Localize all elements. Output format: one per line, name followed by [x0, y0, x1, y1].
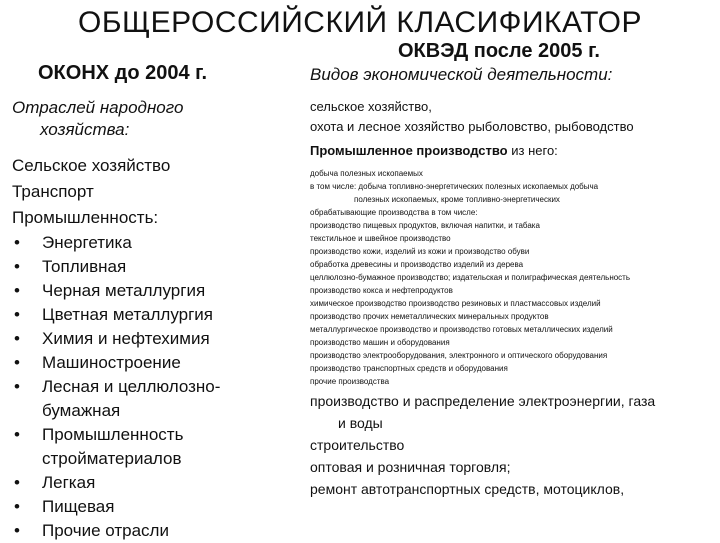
list-item: • Машиностроение	[12, 351, 297, 375]
energy-line1: производство и распределение электроэнергии, газа	[310, 393, 656, 409]
list-item: • Энергетика	[12, 231, 297, 255]
okonh-subtitle-line2: хозяйства:	[40, 120, 130, 139]
list-item: охота и лесное хозяйство рыболовство, рыбоводство	[310, 119, 634, 134]
list-item: производство машин и оборудования	[310, 338, 450, 347]
okonh-subtitle	[12, 97, 297, 141]
list-item: обрабатывающие производства в том числе:	[310, 208, 478, 217]
okonh-subtitle-line1: Отраслей народного	[12, 98, 184, 117]
list-item: • Топливная	[12, 255, 297, 279]
list-item: производство пищевых продуктов, включая напитки, и табака	[310, 221, 540, 230]
industry-production-bold: Промышленное производство	[310, 143, 508, 158]
list-item: производство кожи, изделий из кожи и производство обуви	[310, 247, 530, 256]
list-item: Сельское хозяйство	[12, 156, 171, 175]
list-item: • Прочие отрасли	[12, 519, 297, 543]
energy-line2: и воды	[338, 415, 383, 431]
list-item: производство кокса и нефтепродуктов	[310, 286, 453, 295]
industry-production-line	[310, 141, 720, 161]
list-item: производство электрооборудования, электронного и оптического оборудования	[310, 351, 608, 360]
list-item: • Пищевая	[12, 495, 297, 519]
list-item: оптовая и розничная торговля;	[310, 459, 511, 475]
energy-item	[310, 390, 720, 434]
list-item: Транспорт	[12, 182, 94, 201]
list-item: целлюлозно-бумажное производство; издательская и полиграфическая деятельность	[310, 273, 631, 282]
list-item: химическое производство производство резиновых и пластмассовых изделий	[310, 299, 601, 308]
list-item: в том числе: добыча топливно-энергетических полезных ископаемых добыча	[310, 182, 599, 191]
list-item: Промышленность:	[12, 208, 159, 227]
okved-column	[310, 40, 720, 500]
list-item: сельское хозяйство,	[310, 99, 432, 114]
okonh-heading: ОКОНХ до 2004 г.	[38, 62, 208, 84]
list-item: строительство	[310, 437, 405, 453]
industry-production-rest: из него:	[507, 143, 558, 158]
industry-bullet-list	[12, 231, 297, 543]
list-item: • Промышленность стройматериалов	[12, 423, 297, 471]
list-item: • Цветная металлургия	[12, 303, 297, 327]
okonh-column	[12, 58, 297, 543]
okonh-plain-list	[12, 153, 297, 231]
page-title: ОБЩЕРОССИЙСКИЙ КЛАСИФИКАТОР	[78, 6, 642, 39]
list-item: обработка древесины и производство изделий из дерева	[310, 260, 524, 269]
list-item: производство транспортных средств и оборудования	[310, 364, 508, 373]
industry-sub-list	[310, 167, 720, 388]
list-item: полезных ископаемых, кроме топливно-энергетических	[354, 195, 560, 204]
list-item: добыча полезных ископаемых	[310, 169, 423, 178]
list-item: ремонт автотранспортных средств, мотоциклов,	[310, 481, 625, 497]
list-item: прочие производства	[310, 377, 390, 386]
list-item: • Химия и нефтехимия	[12, 327, 297, 351]
list-item: • Черная металлургия	[12, 279, 297, 303]
okved-heading: ОКВЭД после 2005 г.	[398, 40, 600, 62]
list-item: металлургическое производство и производство готовых металлических изделий	[310, 325, 613, 334]
list-item: текстильное и швейное производство	[310, 234, 451, 243]
list-item: • Легкая	[12, 471, 297, 495]
list-item: • Лесная и целлюлозно-бумажная	[12, 375, 297, 423]
list-item: производство прочих неметаллических минеральных продуктов	[310, 312, 549, 321]
okved-subtitle: Видов экономической деятельности:	[310, 65, 613, 84]
